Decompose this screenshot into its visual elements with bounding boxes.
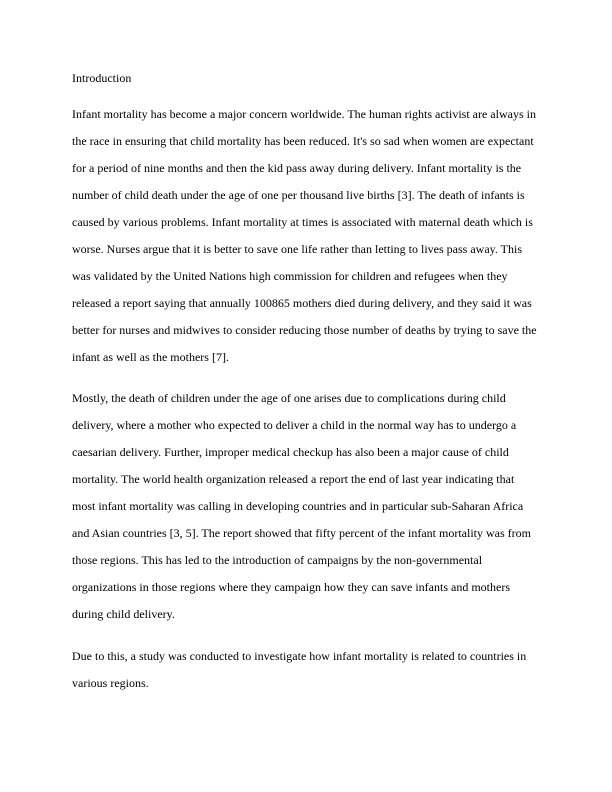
text-line: the race in ensuring that child mortality has been reduced. It's so sad when women are expectant <box>72 134 534 148</box>
text-line: those regions. This has led to the introduction of campaigns by the non-governmental <box>72 553 483 567</box>
text-line: mortality. The world health organization released a report the end of last year indicating that <box>72 472 515 486</box>
text-line: various regions. <box>72 676 149 690</box>
text-line: released a report saying that annually 100865 mothers died during delivery, and they said it was <box>72 296 532 310</box>
text-line: caused by various problems. Infant mortality at times is associated with maternal death which is <box>72 215 533 229</box>
text-line: caesarian delivery. Further, improper medical checkup has also been a major cause of child <box>72 445 509 459</box>
text-line: Due to this, a study was conducted to investigate how infant mortality is related to countries in <box>72 649 527 663</box>
text-line: better for nurses and midwives to consider reducing those number of deaths by trying to save the <box>72 323 537 337</box>
text-line: worse. Nurses argue that it is better to save one life rather than letting to lives pass away. This <box>72 242 522 256</box>
text-line: for a period of nine months and then the kid pass away during delivery. Infant mortality is the <box>72 161 522 175</box>
paragraph-3 <box>72 648 526 702</box>
text-line: Infant mortality has become a major concern worldwide. The human rights activist are always in <box>72 107 536 121</box>
text-line: was validated by the United Nations high commission for children and refugees when they <box>72 269 508 283</box>
text-line: delivery, where a mother who expected to deliver a child in the normal way has to undergo a <box>72 418 517 432</box>
paragraph-2 <box>72 390 531 633</box>
text-line: most infant mortality was calling in developing countries and in particular sub-Saharan Africa <box>72 499 524 513</box>
text-line: infant as well as the mothers [7]. <box>72 350 229 364</box>
paragraph-1 <box>72 106 537 376</box>
text-line: organizations in those regions where they campaign how they can save infants and mothers <box>72 580 510 594</box>
text-line: number of child death under the age of one per thousand live births [3]. The death of infants is <box>72 188 525 202</box>
text-line: during child delivery. <box>72 607 175 621</box>
text-line: and Asian countries [3, 5]. The report showed that fifty percent of the infant mortality was from <box>72 526 531 540</box>
text-line: Mostly, the death of children under the age of one arises due to complications during child <box>72 391 506 405</box>
section-heading: Introduction <box>72 71 132 85</box>
